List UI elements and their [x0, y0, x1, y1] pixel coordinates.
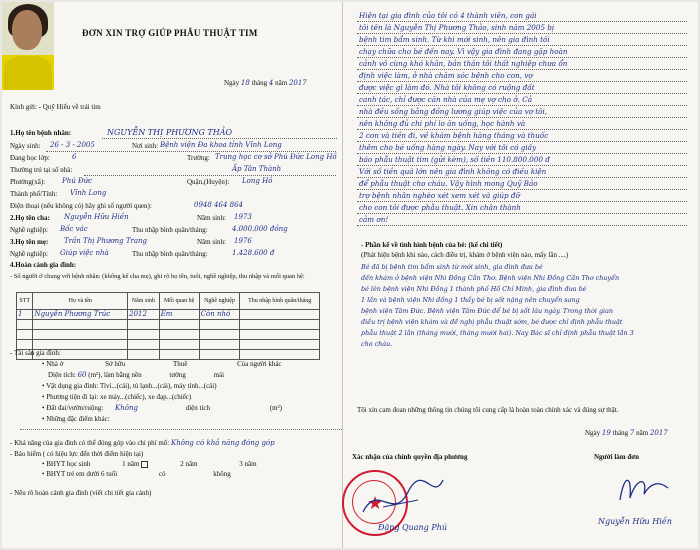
- family-table: [16, 292, 320, 360]
- authority-label: Xác nhận của chính quyền địa phương: [352, 453, 468, 461]
- patient-address: Ấp Tân Thành: [232, 165, 282, 173]
- story-line: nhà đều sống bằng đồng lương giúp việc của vợ tôi,: [359, 107, 548, 116]
- father-yob: 1973: [234, 213, 252, 221]
- mother-job: Giúp việc nhà: [60, 249, 109, 257]
- story-line: cảnh vô cùng khó khăn, bản thân tôi thất nghiệp chưa ổn: [359, 59, 568, 68]
- medical-line: đến khám ở bệnh viện Nhi Đồng Cần Thơ. Bệnh viện Nhi Đồng Cần Thơ chuyển: [361, 274, 620, 282]
- story-line: tôi tên là Nguyễn Thị Phương Thảo, sinh năm 2005 bị: [359, 23, 555, 32]
- father-name: Nguyễn Hữu Hiền: [64, 213, 129, 221]
- story-line: được việc gì làm đó. Nhà tôi không có ruộng đất: [359, 83, 535, 92]
- story-line: thêm cho bé uống hàng ngày. Nay với tôi có giấy: [359, 143, 537, 152]
- patient-photo: [2, 2, 54, 90]
- mother-income: 1.428.600 đ: [232, 249, 275, 257]
- story-line: cho con tôi được phẫu thuật. Xin chân thành: [359, 203, 521, 212]
- medical-line: bé lên bệnh viện Nhi Đồng 1 thành phố Hồ Chí Minh, gia đình đưa bé: [361, 285, 587, 293]
- table-row: [17, 320, 320, 330]
- sign-date: Ngày 19 tháng 7 năm 2017: [585, 429, 668, 437]
- patient-district: Long Hồ: [242, 177, 273, 185]
- father-job: Bốc vác: [60, 225, 88, 233]
- col-name: Họ và tên: [33, 293, 128, 310]
- story-line: chạy chữa cho bé đến nay. Vì vậy gia đình đang gặp hoàn: [359, 47, 568, 56]
- family-note: - Số người ở chung với bệnh nhân: (không kể cha mẹ), ghi rõ họ tên, tuổi, nghề nghiệp, thu nhập và mối quan hệ:: [10, 273, 305, 280]
- applicant-signature: [614, 468, 674, 508]
- patient-name: NGUYỄN THỊ PHƯƠNG THẢO: [107, 128, 233, 137]
- bhyt-student: • BHYT học sinh 1 năm 2 năm 3 năm: [42, 460, 257, 469]
- form-title: ĐƠN XIN TRỢ GIÚP PHẪU THUẬT TIM: [82, 28, 258, 38]
- patient-phone: 0948 464 864: [194, 201, 243, 209]
- mother-name: Trần Thị Phương Trang: [64, 237, 148, 245]
- medical-line: Bé đã bị bệnh tim bẩm sinh từ mới sinh, gia đình đưa bé: [361, 263, 543, 271]
- medical-line: điều trị bệnh viện khám và đề nghị phẫu thuật sớm, bé được chỉ định phẫu thuật: [361, 318, 623, 326]
- medical-line: phẫu thuật 2 lần (tháng mười, tháng mười hai). Nay Bác sĩ chỉ định phẫu thuật lần 3: [361, 329, 634, 337]
- table-row: 1 Nguyễn Phương Trúc 2012 Em Còn nhỏ: [17, 310, 320, 320]
- recipient-line: Kính gửi: - Quỹ Hiếu về trái tim: [10, 103, 101, 111]
- authority-signature: [358, 472, 448, 522]
- col-income: Thu nhập bình quân/tháng: [240, 293, 320, 310]
- story-line: cảm ơn!: [359, 215, 389, 224]
- story-line: định việc làm, ở nhà chăm sóc bệnh cho con, vợ: [359, 71, 533, 80]
- patient-province: Vĩnh Long: [70, 189, 107, 197]
- authority-name: Đặng Quang Phú: [378, 523, 448, 532]
- scanned-form: [2, 2, 698, 548]
- applicant-label: Người làm đơn: [594, 453, 640, 461]
- patient-dob: 26 - 3 - 2005: [50, 141, 95, 149]
- form-left-page: ĐƠN XIN TRỢ GIÚP PHẪU THUẬT TIM Ngày 18 tháng 4 năm 2017 Kính gửi: - Quỹ Hiếu về trái tim 1.Họ tên bệnh nhân: NGUYỄN THỊ PHƯƠNG THẢO Ngày sinh: 26 - 3 - 2005 Nơi sinh: Bệnh viện Đa khoa tỉnh Vĩnh Long Đang học lớp: 6 Trường: Trung học cơ sở Phú Đức Long Hồ Thường trú tại số nhà: Ấp Tân Thành Phường(xã): Phú Đức Quận,(Huyện): Long Hồ Thành phố/Tỉnh: Vĩnh Long Điện thoại (nếu không có) hãy ghi số người quen): 0948 464 864 2.Họ tên cha: Nguyễn Hữu Hiền Năm sinh: 1973 Nghề nghiệp: Bốc vác Thu nhập bình quân/tháng: 4.000.000 đồng 3.Họ tên mẹ: Trần Thị Phương Trang Năm sinh: 1976 Nghề nghiệp: Giúp việc nhà Thu nhập bình quân/tháng: 1.428.600 đ 4.Hoàn cảnh gia đình: - Số người ở chung với bệnh nhân: (không kể cha mẹ), ghi rõ họ tên, tuổi, nghề nghiệp, thu nhập và mối quan hệ: STT Họ và tên Năm sinh Mối quan hệ Nghề nghiệp Thu nhập bình quân/tháng 1 Nguyễn Phương Trúc 2012 Em Còn nhỏ - Tài sản gia đình: • Nhà ở Sở hữu Thuê Của người khác Diện tích: 60 (m²), làm bằng nền tường mái • Vật dụng gia đình: Tivi...(cái), tủ lạnh...(cái), máy tính...(cái) • Phương tiện đi lại: xe máy...(chiếc), xe đạp...(chiếc) • Đất đai/vườn/ruộng: Không diện tích (m²) • Những đặc điểm khác: - Khả năng của gia đình có thể đóng góp vào chi phí mổ: Không có khả năng đóng góp - Bảo hiểm ( có hiệu lực đến thời điểm hiện tại) • BHYT học sinh 1 năm 2 năm 3 năm • BHYT trẻ em dưới 6 tuổi có không - Nêu rõ hoàn cảnh gia đình (viết chi tiết gia cảnh): [2, 2, 343, 548]
- patient-school: Trung học cơ sở Phú Đức Long Hồ: [215, 153, 337, 161]
- official-stamp: ★: [342, 470, 408, 536]
- col-stt: STT: [17, 293, 33, 310]
- story-line: báo phẫu thuật tim (gửi kèm), số tiền 110.800.000 đ: [359, 155, 550, 164]
- col-job: Nghề nghiệp: [199, 293, 240, 310]
- story-line: canh tác, chỉ được căn nhà của mẹ vợ cho ở. Cả: [359, 95, 532, 104]
- patient-grade: 6: [72, 153, 77, 161]
- mother-yob: 1976: [234, 237, 252, 245]
- col-year: Năm sinh: [128, 293, 159, 310]
- father-income: 4.000.000 đồng: [232, 225, 288, 233]
- house-options: • Nhà ở Sở hữu Thuê Của người khác: [42, 360, 282, 368]
- area-line: Diện tích: 60 (m²), làm bằng nền tường mái: [48, 371, 225, 379]
- story-line: Với số tiền quá lớn nên gia đình không có điều kiện: [359, 167, 547, 176]
- story-line: nên không đủ chi phí lo ăn uống, học hành và: [359, 119, 526, 128]
- patient-name-label: 1.Họ tên bệnh nhân:: [10, 129, 72, 137]
- medical-line: bệnh viện Tâm Đức. Bệnh viện Tâm Đức để bé bị sốt lâu ngày. Trong thời gian: [361, 307, 614, 315]
- story-line: trợ bệnh nhân nghèo xét xem xét và giúp đỡ: [359, 191, 520, 200]
- story-line: bệnh tim bẩm sinh. Từ khi mới sinh, nên gia đình tôi: [359, 35, 550, 44]
- story-line: Hiện tại gia đình của tôi có 4 thành viên, con gái: [359, 11, 537, 20]
- form-date: Ngày 18 tháng 4 năm 2017: [224, 79, 307, 87]
- table-row: [17, 330, 320, 340]
- form-right-page: Hiện tại gia đình của tôi có 4 thành viên, con gái tôi tên là Nguyễn Thị Phương Thảo, sinh năm 2005 bị bệnh tim bẩm sinh. Từ khi mới sinh, nên gia đình tôi chạy chữa cho bé đến nay. Vì vậy gia đình đang gặp hoàn cảnh vô cùng khó khăn, bản thân tôi thất nghiệp chưa ổn định việc làm, ở nhà chăm sóc bệnh cho con, vợ được việc gì làm đó. Nhà tôi không có ruộng đất canh tác, chỉ được căn nhà của mẹ vợ cho ở. Cả nhà đều sống bằng đồng lương giúp việc của vợ tôi, nên không đủ chi phí lo ăn uống, học hành và 2 con và tiền đi, về khám bệnh hàng tháng và thuốc thêm cho bé uống hàng ngày. Nay với tôi có giấy báo phẫu thuật tim (gửi kèm), số tiền 110.800.000 đ Với số tiền quá lớn nên gia đình không có điều kiện để phẫu thuật cho cháu. Vậy hình mong Quỹ Bảo trợ bệnh nhân nghèo xét xem xét và giúp đỡ cho con tôi được phẫu thuật. Xin chân thành cảm ơn! - Phần kể về tình hình bệnh của bé: (kể chi tiết) (Phát hiện bệnh khi nào, cách điều trị, khám ở bệnh viện nào, mấy lần ....) Bé đã bị bệnh tim bẩm sinh từ mới sinh, gia đình đưa bé đến khám ở bệnh viện Nhi Đồng Cần Thơ. Bệnh viện Nhi Đồng Cần Thơ chuyển bé lên bệnh viện Nhi Đồng 1 thành phố Hồ Chí Minh, gia đình đưa bé 1 lần và bệnh viện Nhi đồng 1 thấy bé bị sốt nặng nên chuyển sang bệnh viện Tâm Đức. Bệnh viện Tâm Đức để bé bị sốt lâu ngày. Trong thời gian điều trị bệnh viện khám và đề nghị phẫu thuật sớm, bé được chỉ định phẫu thuật phẫu thuật 2 lần (tháng mười, tháng mười hai). Nay Bác sĩ chỉ định phẫu thuật lần 3 cho cháu. Tôi xin cam đoan những thông tin chúng tôi cung cấp là hoàn toàn chính xác và đúng sự thật. Ngày 19 tháng 7 năm 2017: [343, 2, 698, 548]
- story-line: 2 con và tiền đi, về khám bệnh hàng tháng và thuốc: [359, 131, 549, 140]
- story-line: để phẫu thuật cho cháu. Vậy hình mong Quỹ Bảo: [359, 179, 538, 188]
- col-relation: Mối quan hệ: [159, 293, 199, 310]
- patient-ward: Phú Đức: [62, 177, 93, 185]
- medical-line: 1 lần và bệnh viện Nhi đồng 1 thấy bé bị sốt nặng nên chuyển sang: [361, 296, 580, 304]
- applicant-name: Nguyễn Hữu Hiền: [598, 517, 672, 526]
- patient-pob: Bệnh viện Đa khoa tỉnh Vĩnh Long: [160, 141, 282, 149]
- commitment-text: Tôi xin cam đoan những thông tin chúng tôi cung cấp là hoàn toàn chính xác và đúng sự thật.: [357, 406, 619, 414]
- table-row: [17, 350, 320, 360]
- capability-line: - Khả năng của gia đình có thể đóng góp vào chi phí mổ: Không có khả năng đóng góp: [10, 439, 275, 447]
- land-line: • Đất đai/vườn/ruộng: Không diện tích (m²): [42, 404, 283, 412]
- table-row: [17, 340, 320, 350]
- bhyt-child: • BHYT trẻ em dưới 6 tuổi có không: [42, 470, 231, 478]
- medical-line: cho cháu.: [361, 340, 393, 348]
